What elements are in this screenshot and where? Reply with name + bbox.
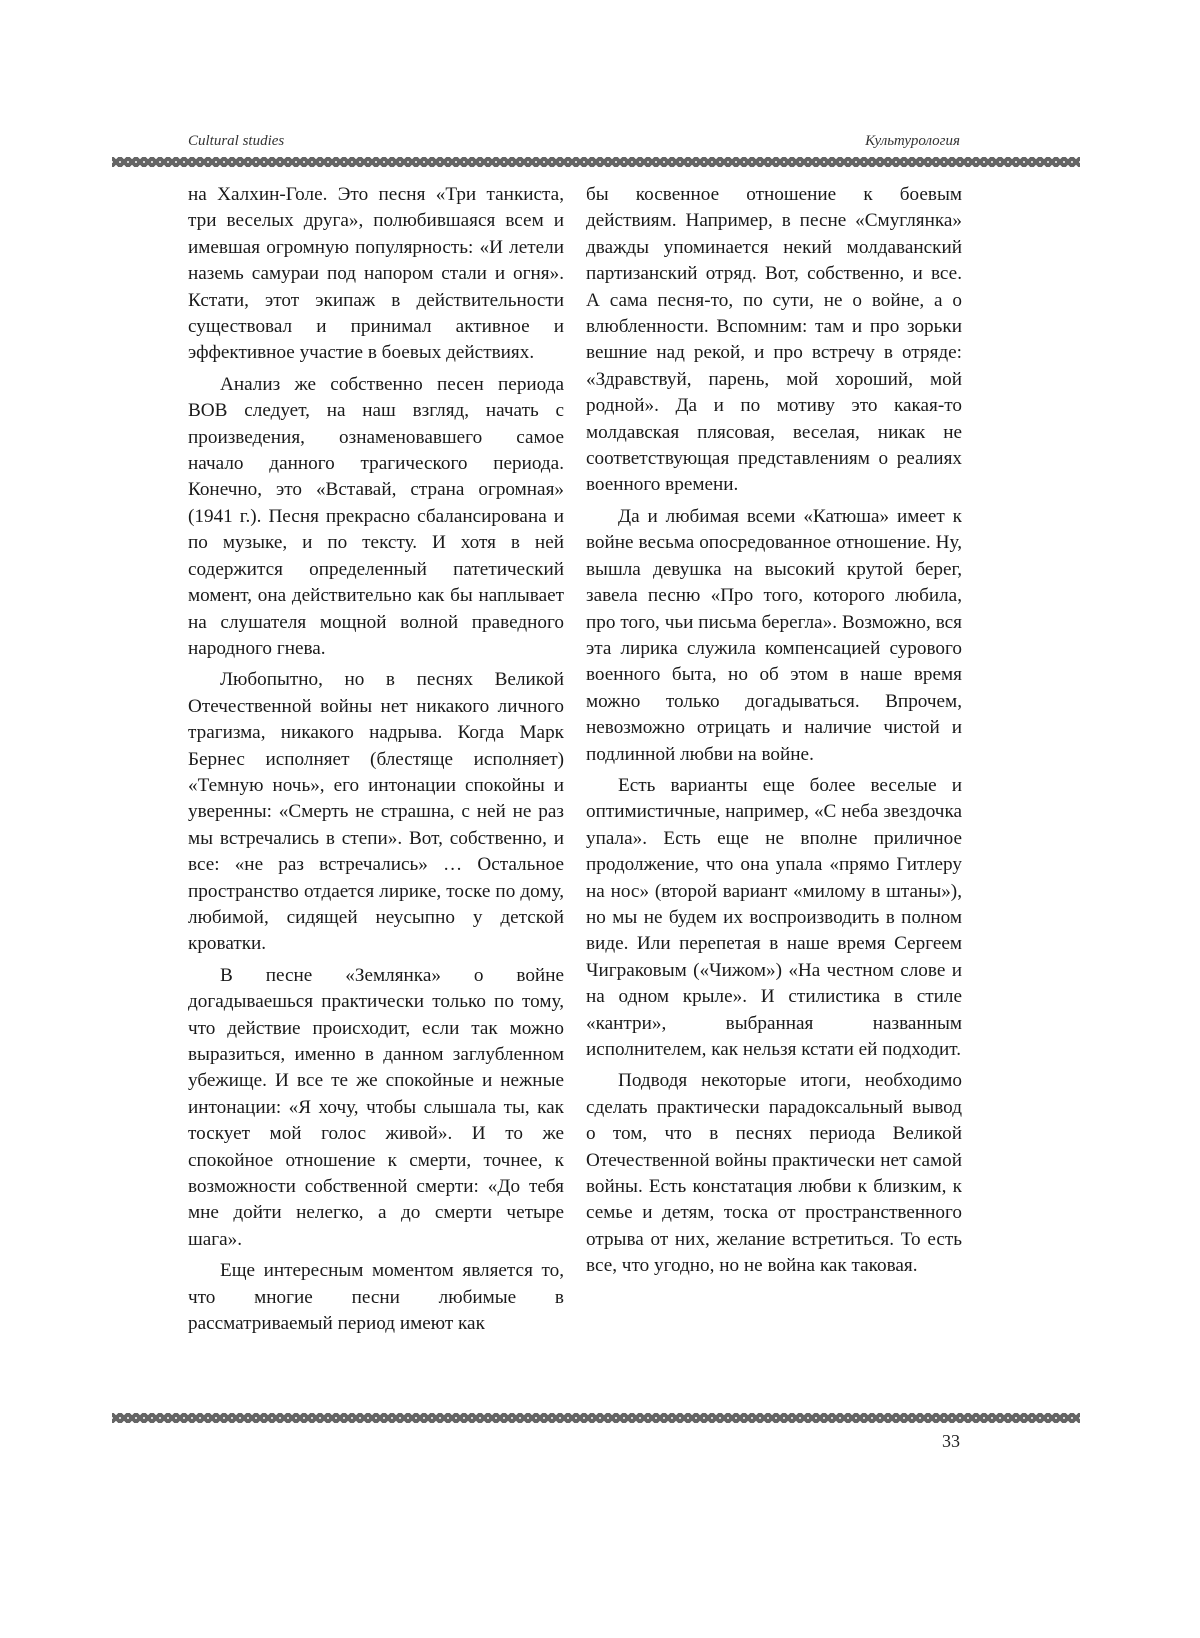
bottom-ornament-rule xyxy=(112,1413,1080,1423)
paragraph: Анализ же собственно песен периода ВОВ следует, на наш взгляд, начать с произведения, ознаменовавшего самое начало данного трагического периода. Конечно, это «Вставай, страна огромная» (1941 г.). Песня прекрасно сбалансирована и по музыке, и по тексту. И хотя в ней содержится определенный патетический момент, она действительно как бы наплывает на слушателя мощной волной праведного народного гнева. xyxy=(188,373,564,659)
paragraph: Любопытно, но в песнях Великой Отечественной войны нет никакого личного трагизма, никакого надрыва. Когда Марк Бернес исполняет (блестяще исполняет) «Темную ночь», его интонации спокойны и уверенны: «Смерть не страшна, с ней не раз мы встречались в степи». Вот, собственно, и все: «не раз встречались» … Остальное пространство отдается лирике, тоске по дому, любимой, сидящей неусыпно у детской кроватки. xyxy=(188,669,564,955)
left-text-column xyxy=(188,182,564,1337)
page-number: 33 xyxy=(942,1431,960,1451)
paragraph: бы косвенное отношение к боевым действиям. Например, в песне «Смуглянка» дважды упоминается некий молдаванский партизанский отряд. Вот, собственно, и все. А сама песня-то, по сути, не о войне, а о влюбленности. Вспомним: там и про зорьки вешние над рекой, и про встречу в отряде: «Здравствуй, парень, мой хороший, мой родной». Да и по мотиву это какая-то молдавская плясовая, веселая, никак не соответствующая представлениям о реалиях военного времени. xyxy=(586,184,962,496)
paragraph: на Халхин-Голе. Это песня «Три танкиста, три веселых друга», полюбившаяся всем и имевшая огромную популярность: «И летели наземь самураи под напором стали и огня». Кстати, этот экипаж в действительности существовал и принимал активное и эффективное участие в боевых действиях. xyxy=(188,184,564,364)
paragraph: Да и любимая всеми «Катюша» имеет к войне весьма опосредованное отношение. Ну, вышла девушка на высокий крутой берег, завела песню «Про того, которого любила, про того, чьи письма берегла». Возможно, вся эта лирика служила компенсацией сурового военного быта, но об этом в наше время можно только догадываться. Впрочем, невозможно отрицать и наличие чистой и подлинной любви на войне. xyxy=(586,505,962,765)
paragraph: В песне «Землянка» о войне догадываешься практически только по тому, что действие происходит, если так можно выразиться, именно в данном заглубленном убежище. И все те же спокойные и нежные интонации: «Я хочу, чтобы слышала ты, как тоскует мой голос живой». И то же спокойное отношение к смерти, точнее, к возможности собственной смерти: «До тебя мне дойти нелегко, а до смерти четыре шага». xyxy=(188,964,564,1250)
paragraph: Есть варианты еще более веселые и оптимистичные, например, «С неба звездочка упала». Есть еще не вполне приличное продолжение, что она упала «прямо Гитлеру на нос» (второй вариант «милому в штаны»), но мы не будем их воспроизводить в полном виде. Или перепетая в наше время Сергеем Чиграковым («Чижом») «На честном слове и на одном крыле». И стилистика в стиле «кантри», выбранная названным исполнителем, как нельзя кстати ей подходит. xyxy=(586,774,962,1060)
right-text-column xyxy=(586,182,962,1280)
running-head xyxy=(188,133,960,153)
running-head-right: Культурология xyxy=(865,133,960,149)
top-ornament-rule xyxy=(112,157,1080,167)
running-head-left: Cultural studies xyxy=(188,133,285,149)
paragraph: Подводя некоторые итоги, необходимо сделать практически парадоксальный вывод о том, что в песнях периода Великой Отечественной войны практически нет самой войны. Есть констатация любви к близким, к семье и детям, тоска от пространственного отрыва от них, желание встретиться. То есть все, что угодно, но не война как таковая. xyxy=(586,1070,962,1277)
paragraph: Еще интересным моментом является то, что многие песни любимые в рассматриваемый период имеют как xyxy=(188,1260,564,1335)
